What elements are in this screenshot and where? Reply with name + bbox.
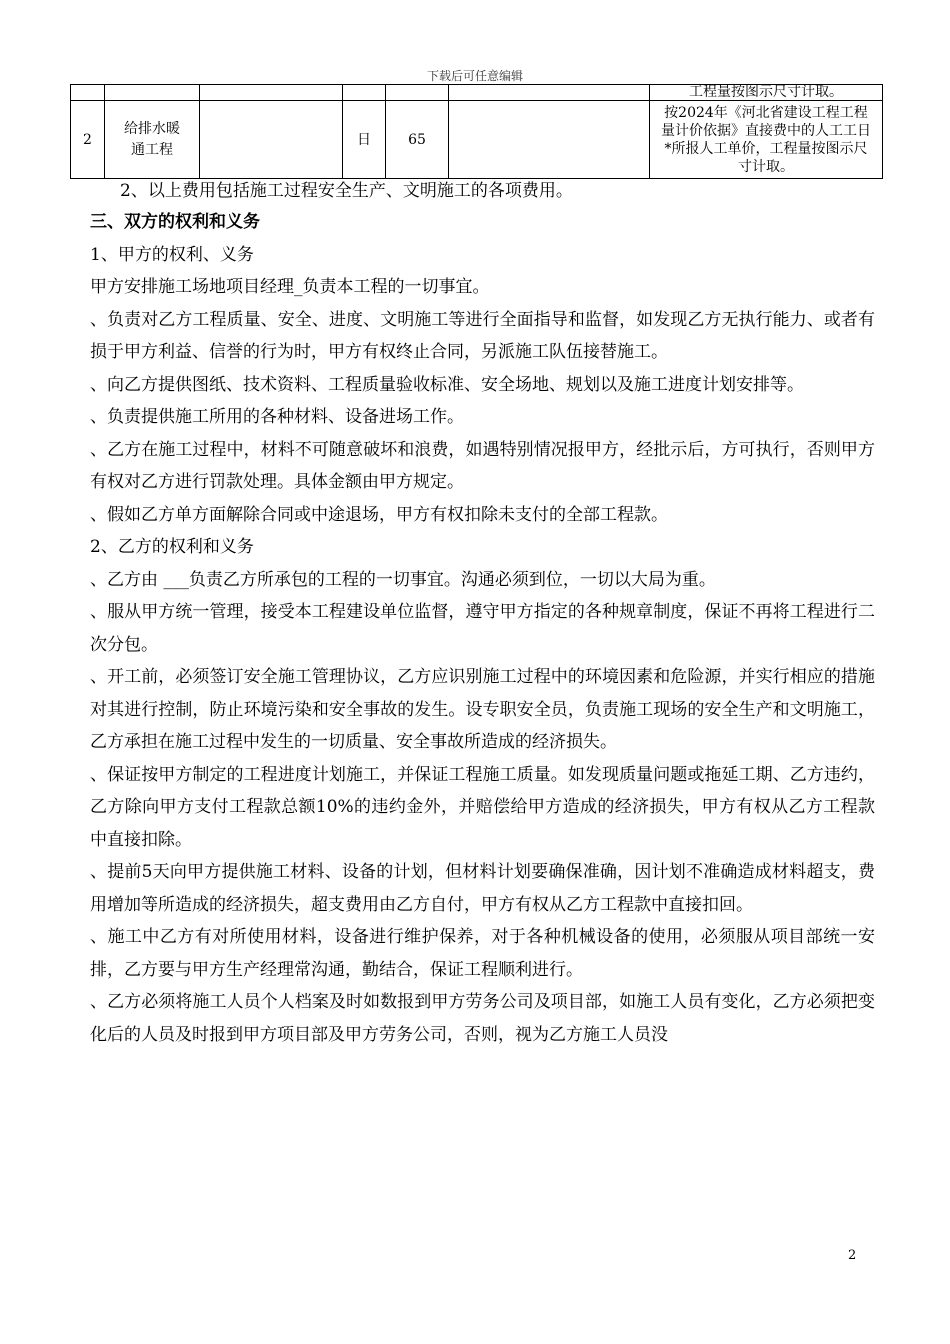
paragraph: 、假如乙方单方面解除合同或中途退场，甲方有权扣除未支付的全部工程款。 bbox=[90, 504, 668, 525]
page-number: 2 bbox=[848, 1248, 857, 1263]
paragraph: 、乙方在施工过程中，材料不可随意破坏和浪费，如遇特别情况报甲方，经批示后，方可执行，否则甲方有权对乙方进行罚款处理。具体金额由甲方规定。 bbox=[90, 439, 875, 492]
paragraph: 、开工前，必须签订安全施工管理协议，乙方应识别施工过程中的环境因素和危险源，并实行相应的措施对其进行控制，防止环境污染和安全事故的发生。设专职安全员，负责施工现场的安全生产和文明施工，乙方承担在施工过程中发生的一切质量、安全事故所造成的经济损失。 bbox=[90, 667, 875, 752]
table-cell bbox=[386, 85, 449, 101]
fee-note: 2、以上费用包括施工过程安全生产、文明施工的各项费用。 bbox=[120, 181, 573, 201]
table-cell bbox=[449, 101, 650, 179]
paragraph: 、施工中乙方有对所使用材料，设备进行维护保养，对于各种机械设备的使用，必须服从项目部统一安排，乙方要与甲方生产经理常沟通，勤结合，保证工程顺利进行。 bbox=[90, 927, 875, 980]
section-heading: 三、双方的权利和义务 bbox=[90, 212, 260, 232]
paragraph: 、向乙方提供图纸、技术资料、工程质量验收标准、安全场地、规划以及施工进度计划安排等。 bbox=[90, 374, 804, 395]
paragraph: 、乙方由 ___负责乙方所承包的工程的一切事宜。沟通必须到位，一切以大局为重。 bbox=[90, 569, 716, 590]
table-cell bbox=[343, 85, 386, 101]
table-cell bbox=[105, 85, 200, 101]
paragraph: 、提前5天向甲方提供施工材料、设备的计划，但材料计划要确保准确，因计划不准确造成材料超支，费用增加等所造成的经济损失，超支费用由乙方自付，甲方有权从乙方工程款中直接扣回。 bbox=[90, 862, 875, 915]
table-cell-unit: 日 bbox=[343, 101, 386, 179]
paragraph: 、负责提供施工所用的各种材料、设备进场工作。 bbox=[90, 407, 464, 427]
table-cell-note: 工程量按图示尺寸计取。 bbox=[650, 85, 883, 101]
paragraph: 、保证按甲方制定的工程进度计划施工，并保证工程施工质量。如发现质量问题或拖延工期、乙方违约，乙方除向甲方支付工程款总额10%的违约金外，并赔偿给甲方造成的经济损失，甲方有权从乙方工程款中直接扣除。 bbox=[90, 764, 875, 850]
paragraph: 、乙方必须将施工人员个人档案及时如数报到甲方劳务公司及项目部，如施工人员有变化，乙方必须把变化后的人员及时报到甲方项目部及甲方劳务公司，否则，视为乙方施工人员没 bbox=[90, 992, 875, 1045]
paragraph: 、负责对乙方工程质量、安全、进度、文明施工等进行全面指导和监督，如发现乙方无执行能力、或者有损于甲方利益、信誉的行为时，甲方有权终止合同，另派施工队伍接替施工。 bbox=[90, 309, 875, 362]
table-cell-note: 按2024年《河北省建设工程工程量计价依据》直接费中的人工工日*所报人工单价，工程量按图示尺寸计取。 bbox=[650, 101, 883, 179]
table-row bbox=[71, 85, 883, 101]
paragraph: 甲方安排施工场地项目经理_负责本工程的一切事宜。 bbox=[90, 277, 490, 297]
subsection-heading: 1、甲方的权利、义务 bbox=[90, 244, 254, 265]
table-cell-name: 给排水暖通工程 bbox=[105, 101, 200, 179]
table-cell-no: 2 bbox=[71, 101, 105, 179]
table-cell-qty: 65 bbox=[386, 101, 449, 179]
table-cell bbox=[449, 85, 650, 101]
table-cell bbox=[200, 101, 343, 179]
table-row bbox=[71, 101, 883, 179]
table-cell bbox=[71, 85, 105, 101]
paragraph: 、服从甲方统一管理，接受本工程建设单位监督，遵守甲方指定的各种规章制度，保证不再将工程进行二次分包。 bbox=[90, 602, 875, 655]
page-header: 下载后可任意编辑 bbox=[426, 69, 523, 83]
cost-table bbox=[70, 84, 883, 179]
table-cell bbox=[200, 85, 343, 101]
subsection-heading: 2、乙方的权利和义务 bbox=[90, 537, 254, 557]
document-body bbox=[90, 176, 875, 1051]
